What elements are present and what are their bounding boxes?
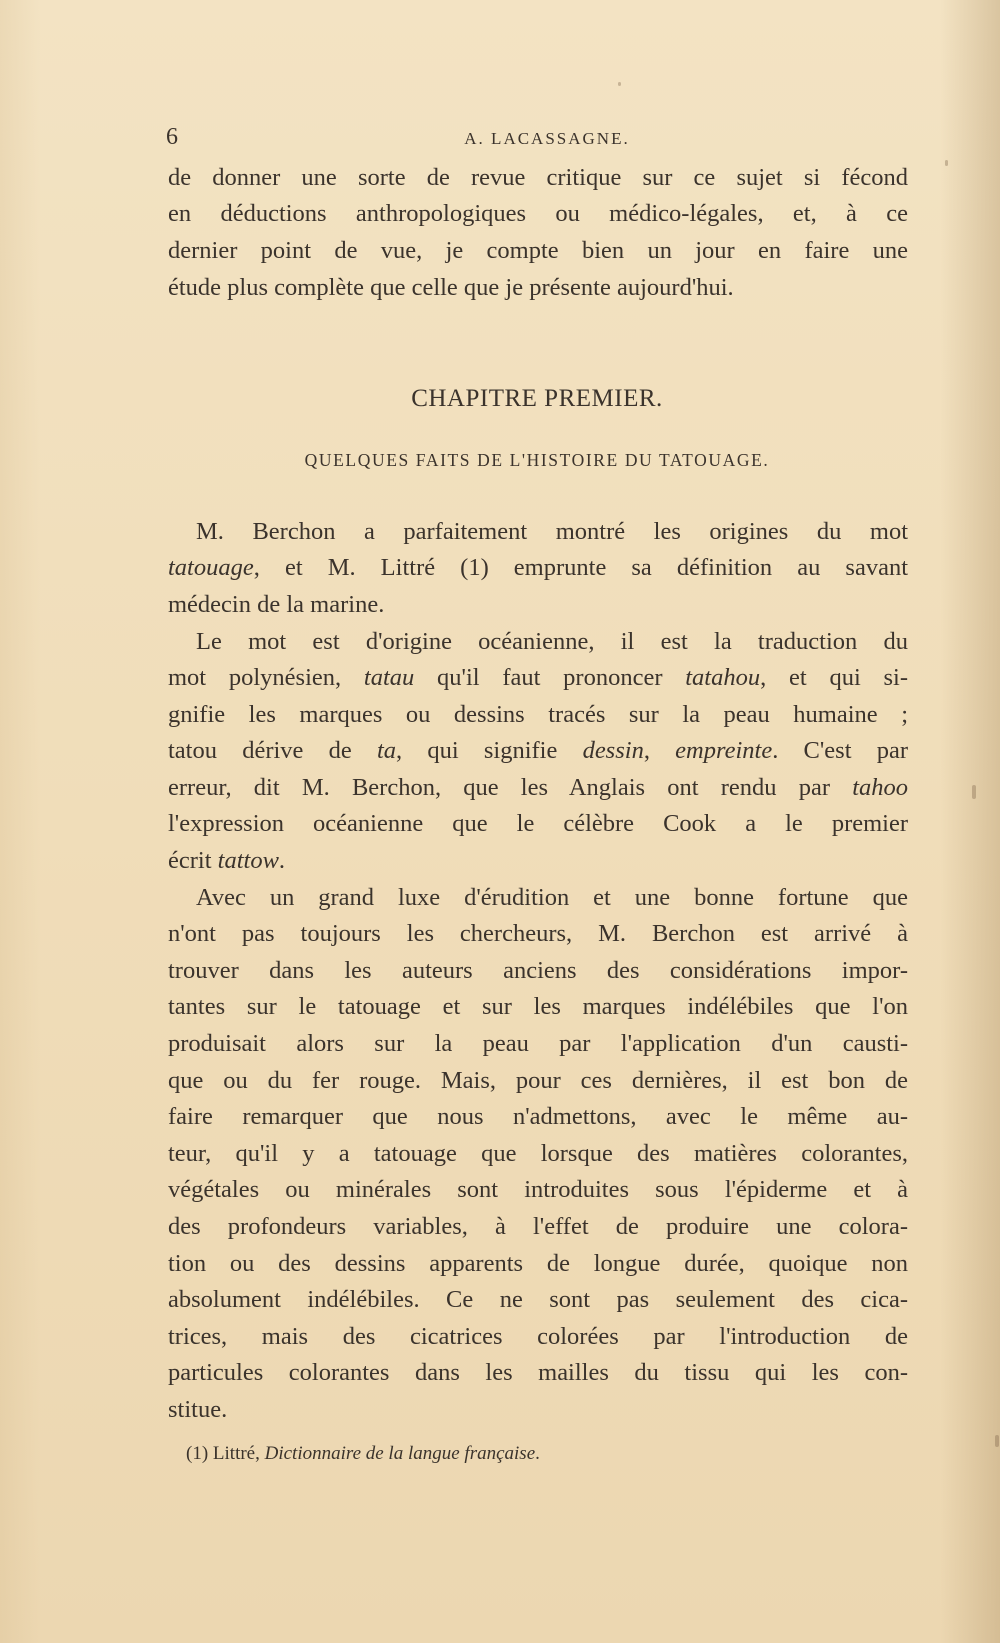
text-line: faire remarquer que nous n'admettons, avec le même au-: [168, 1103, 908, 1130]
paper-speck: [618, 82, 621, 86]
running-title: A. LACASSAGNE.: [464, 129, 630, 148]
text-line: trices, mais des cicatrices colorées par l'introduction de: [168, 1323, 908, 1350]
text-line: étude plus complète que celle que je présente aujourd'hui.: [168, 274, 734, 301]
text-line: [168, 843, 908, 879]
chapter-subtitle: QUELQUES FAITS DE L'HISTOIRE DU TATOUAGE.: [304, 450, 770, 470]
text-line: M. Berchon a parfaitement montré les origines du mot: [196, 518, 908, 545]
italic-term: dessin: [582, 737, 644, 764]
text-line: produisait alors sur la peau par l'application d'un causti-: [168, 1030, 908, 1057]
text-line: Avec un grand luxe d'érudition et une bonne fortune que: [196, 884, 908, 911]
text-line: stitue.: [168, 1396, 228, 1423]
footnote: [186, 1441, 540, 1467]
text-line: tantes sur le tatouage et sur les marques indélébiles que l'on: [168, 993, 908, 1020]
italic-term: tattow: [217, 847, 279, 874]
text-line: teur, qu'il y a tatouage que lorsque des matières colorantes,: [168, 1140, 908, 1167]
italic-term: empreinte: [675, 737, 773, 764]
text-line: tion ou des dessins apparents de longue durée, quoique non: [168, 1250, 908, 1277]
text-segment: qu'il faut prononcer: [414, 664, 686, 691]
text-line: [168, 660, 908, 696]
running-head: [166, 122, 908, 152]
text-segment: . C'est par: [772, 737, 909, 764]
text-segment: , et M. Littré (1) emprunte sa définition au savant: [253, 554, 908, 581]
chapter-title: CHAPITRE PREMIER.: [411, 385, 663, 412]
footnote-end: .: [535, 1443, 540, 1464]
italic-term: tahoo: [852, 774, 908, 801]
text-segment: écrit: [168, 847, 218, 874]
text-line: [168, 770, 908, 806]
text-segment: , et qui si-: [760, 664, 909, 691]
text-line: trouver dans les auteurs anciens des considérations impor-: [168, 957, 908, 984]
italic-term: tatahou: [685, 664, 761, 691]
text-line: de donner une sorte de revue critique sur ce sujet si fécond: [168, 164, 908, 191]
paper-speck: [972, 785, 976, 799]
italic-term: tatau: [363, 664, 415, 691]
italic-term: tatouage: [168, 554, 254, 581]
text-line: n'ont pas toujours les chercheurs, M. Berchon est arrivé à: [168, 920, 908, 947]
footnote-title: Dictionnaire de la langue française: [264, 1443, 536, 1464]
page-number: 6: [166, 124, 178, 150]
text-line: dernier point de vue, je compte bien un jour en faire une: [168, 237, 908, 264]
text-segment: erreur, dit M. Berchon, que les Anglais ont rendu par: [168, 774, 853, 801]
text-line: particules colorantes dans les mailles du tissu qui les con-: [168, 1359, 908, 1386]
text-segment: mot polynésien,: [168, 664, 364, 691]
text-line: médecin de la marine.: [168, 591, 385, 618]
text-segment: tatou dérive de: [168, 737, 377, 764]
text-line: [168, 733, 908, 769]
italic-term: ta: [376, 737, 397, 764]
text-line: absolument indélébiles. Ce ne sont pas seulement des cica-: [168, 1286, 908, 1313]
text-line: végétales ou minérales sont introduites sous l'épiderme et à: [168, 1176, 908, 1203]
text-segment: , qui signifie: [396, 737, 583, 764]
text-line: en déductions anthropologiques ou médico-légales, et, à ce: [168, 200, 908, 227]
text-line: que ou du fer rouge. Mais, pour ces dernières, il est bon de: [168, 1067, 908, 1094]
text-line: gnifie les marques ou dessins tracés sur la peau humaine ;: [168, 701, 908, 728]
paper-speck: [995, 1435, 999, 1447]
text-segment: ,: [643, 737, 676, 764]
text-line: [168, 550, 908, 586]
text-segment: .: [278, 847, 286, 874]
text-line: Le mot est d'origine océanienne, il est la traduction du: [196, 628, 908, 655]
text-line: l'expression océanienne que le célèbre Cook a le premier: [168, 810, 908, 837]
footnote-marker: (1) Littré,: [186, 1443, 265, 1464]
text-line: des profondeurs variables, à l'effet de produire une colora-: [168, 1213, 908, 1240]
paper-speck: [945, 160, 948, 166]
